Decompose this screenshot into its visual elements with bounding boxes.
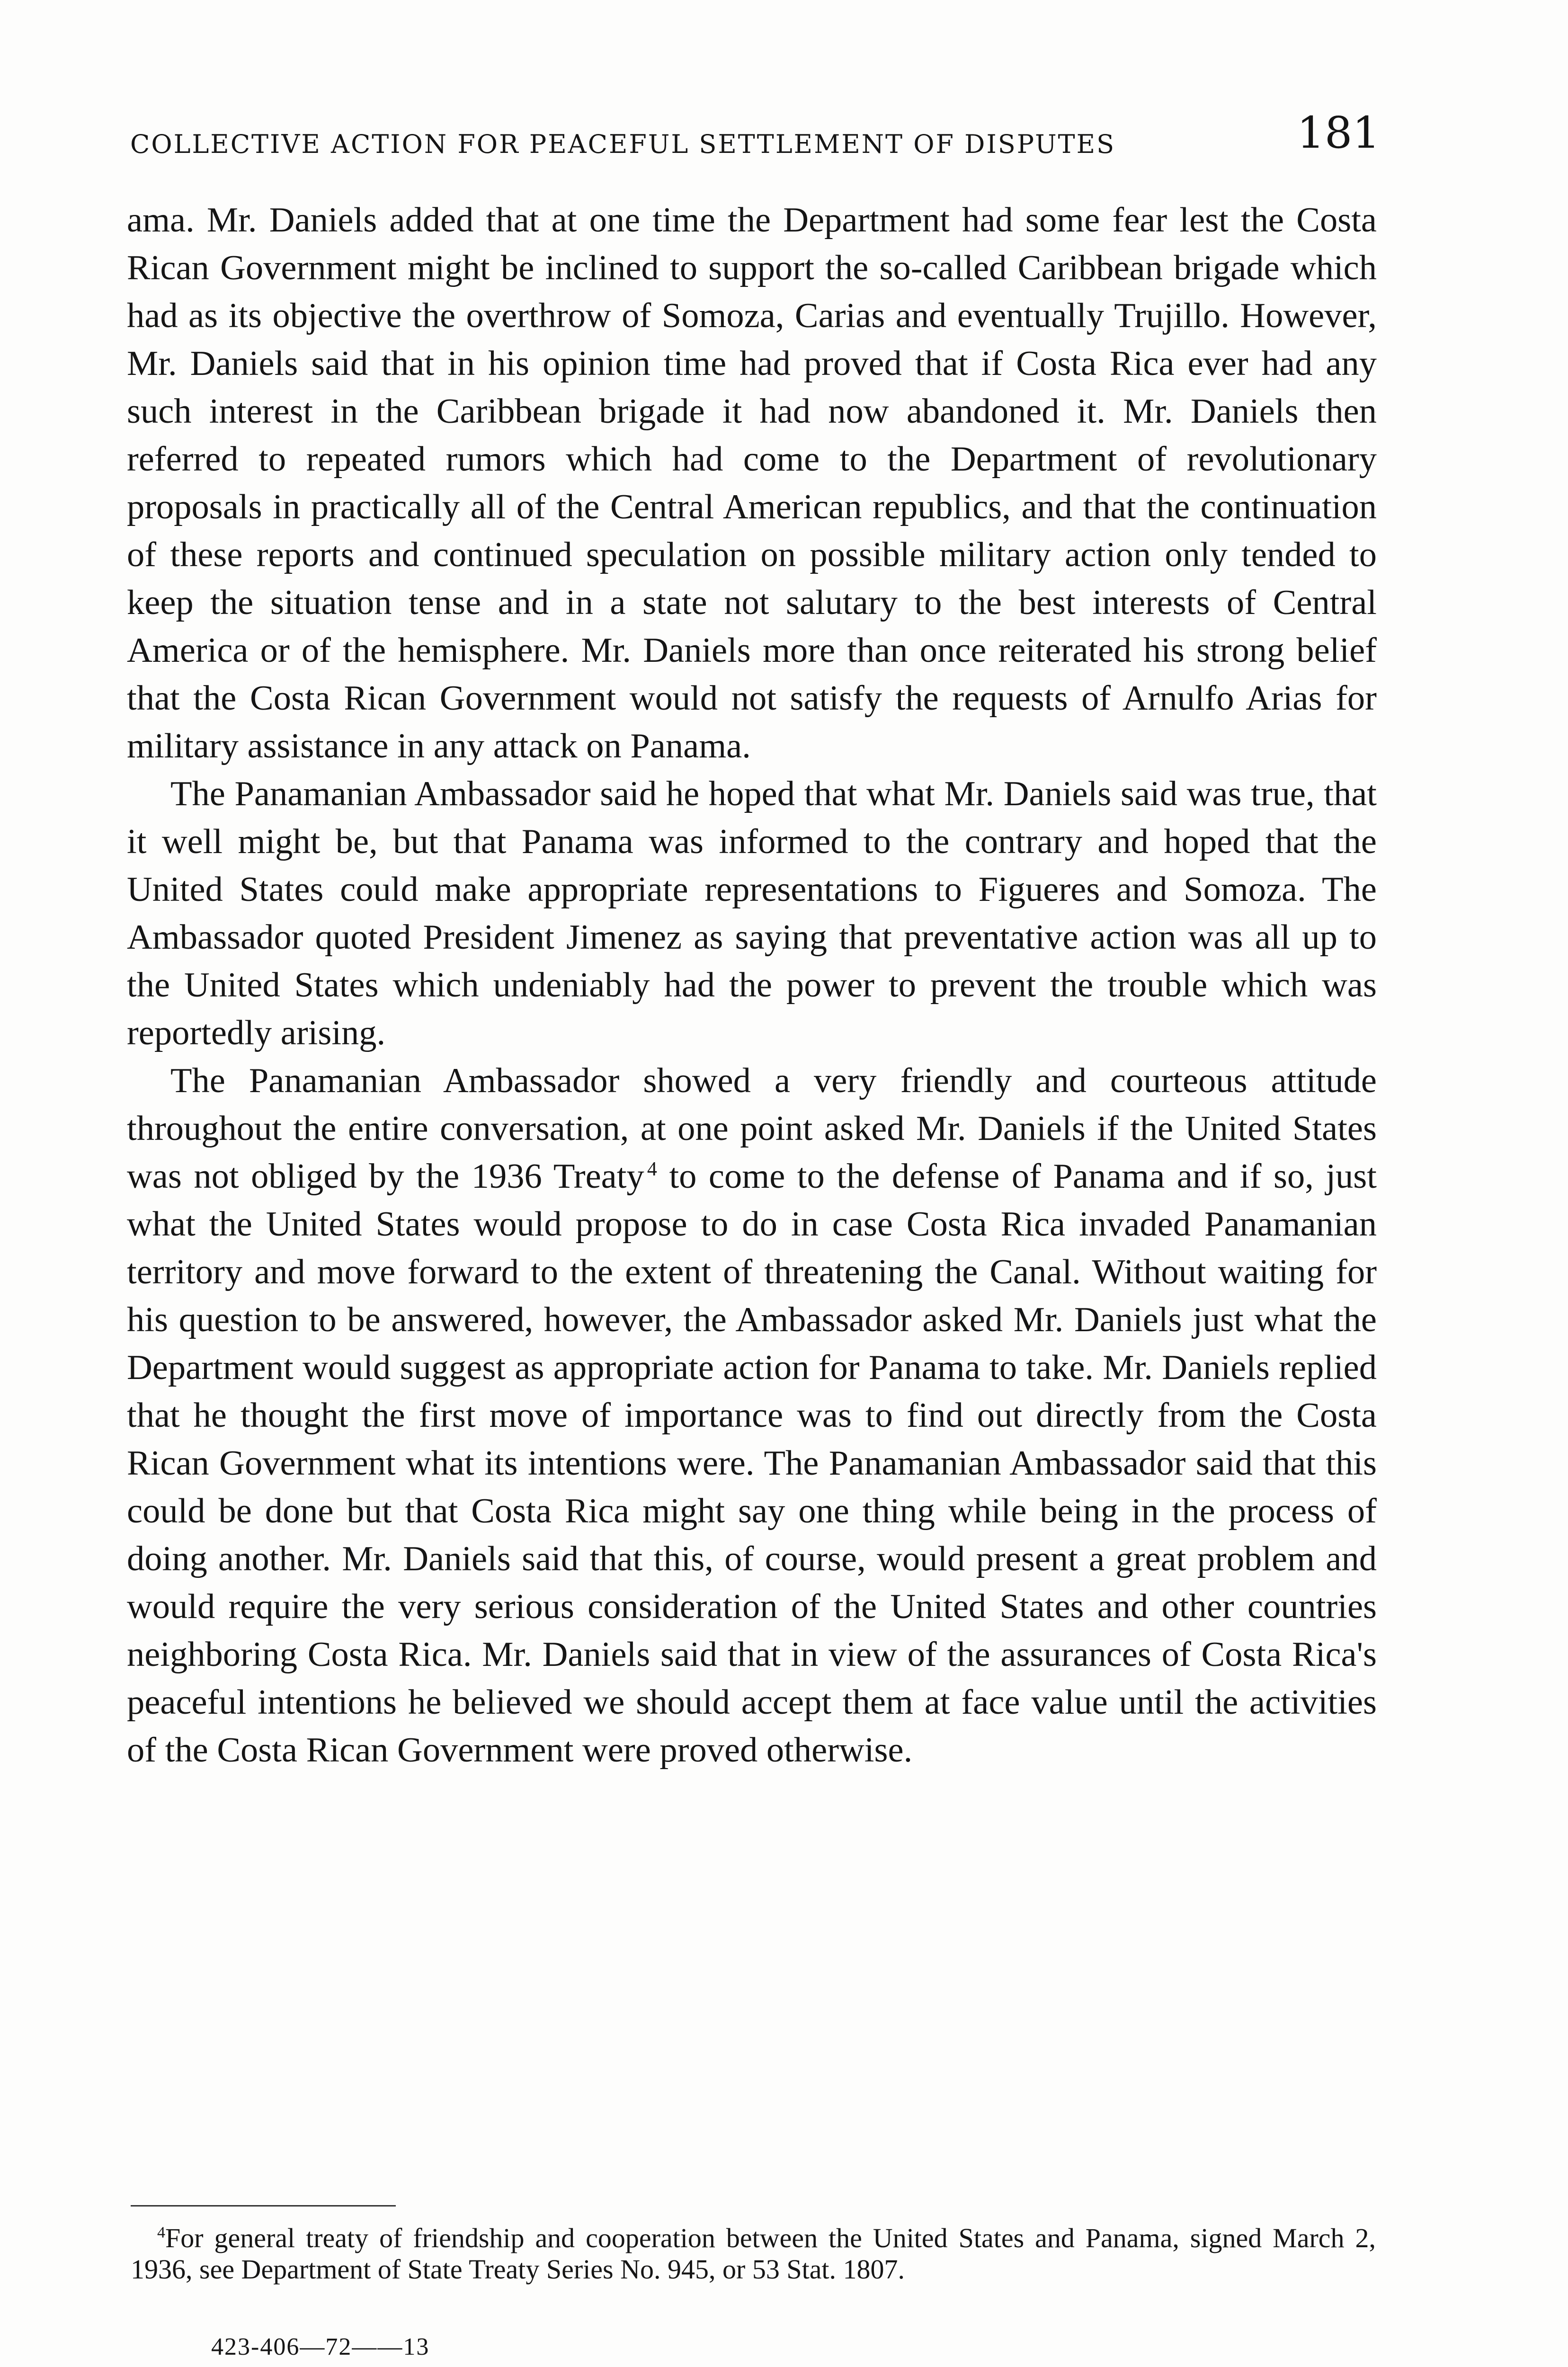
paragraph-ambassador-attitude [127,1057,1377,1774]
page-header [130,107,1380,168]
paragraph-ambassador-hope: The Panamanian Ambassador said he hoped that what Mr. Daniels said was true, that it well might be, but that Panama was informed to the contrary and hoped that the United States could make appropriate representations to Figueres and Somoza. The Ambassador quoted President Jimenez as saying that preventative action was all up to the United States which undeniably had the power to prevent the trouble which was reportedly arising. [127,774,1377,1052]
footnote-marker: 4 [157,2224,165,2242]
footnote-text: For general treaty of friendship and cooperation between the United States and Panama, signed March 2, 1936, see Department of State Treaty Series No. 945, or 53 Stat. 1807. [131,2223,1376,2285]
paragraph-continued: ama. Mr. Daniels added that at one time the Department had some fear lest the Costa Rican Government might be inclined to support the so-called Caribbean brigade which had as its objective the overthrow of Somoza, Carias and eventually Trujillo. However, Mr. Daniels said that in his opinion time had proved that if Costa Rica ever had any such interest in the Caribbean brigade it had now abandoned it. Mr. Daniels then referred to repeated rumors which had come to the Department of revolutionary proposals in practically all of the Central American republics, and that the continuation of these reports and continued speculation on possible military action only tended to keep the situation tense and in a state not salutary to the best interests of Central America or of the hemisphere. Mr. Daniels more than once reiterated his strong belief that the Costa Rican Government would not satisfy the requests of Arnulfo Arias for military assistance in any attack on Panama. [127,201,1377,765]
paragraph-text-before-note: The Panamanian Ambassador showed a very friendly and courteous attitude throughout the entire conversation, at one point asked Mr. Daniels if the United States was not obliged by the 1936 Treaty [127,1061,1377,1196]
footnote-reference: 4 [647,1158,657,1181]
page-number: 181 [1297,107,1380,158]
footnote-divider [131,2205,396,2207]
running-head: COLLECTIVE ACTION FOR PEACEFUL SETTLEMENT OF DISPUTES [130,129,1116,159]
paragraph-text-after-note: to come to the defense of Panama and if so, just what the United States would propose to do in case Costa Rica invaded Panamanian territory and move forward to the extent of threatening the Canal. Without waiting for his question to be answered, however, the Ambassador asked Mr. Daniels just what the Department would suggest as appropriate action for Panama to take. Mr. Daniels replied that he thought the first move of importance was to find out directly from the Costa Rican Government what its intentions were. The Panamanian Ambassador said that this could be done but that Costa Rica might say one thing while being in the process of doing another. Mr. Daniels said that this, of course, would present a great problem and would require the very serious consideration of the United States and other countries neighboring Costa Rica. Mr. Daniels said that in view of the assurances of Costa Rica's peaceful intentions he believed we should accept them at face value until the activities of the Costa Rican Government were proved otherwise. [127,1157,1377,1770]
printer-code: 423-406—72——13 [211,2333,430,2360]
body-text [127,196,1377,1774]
footnote [131,2223,1376,2285]
